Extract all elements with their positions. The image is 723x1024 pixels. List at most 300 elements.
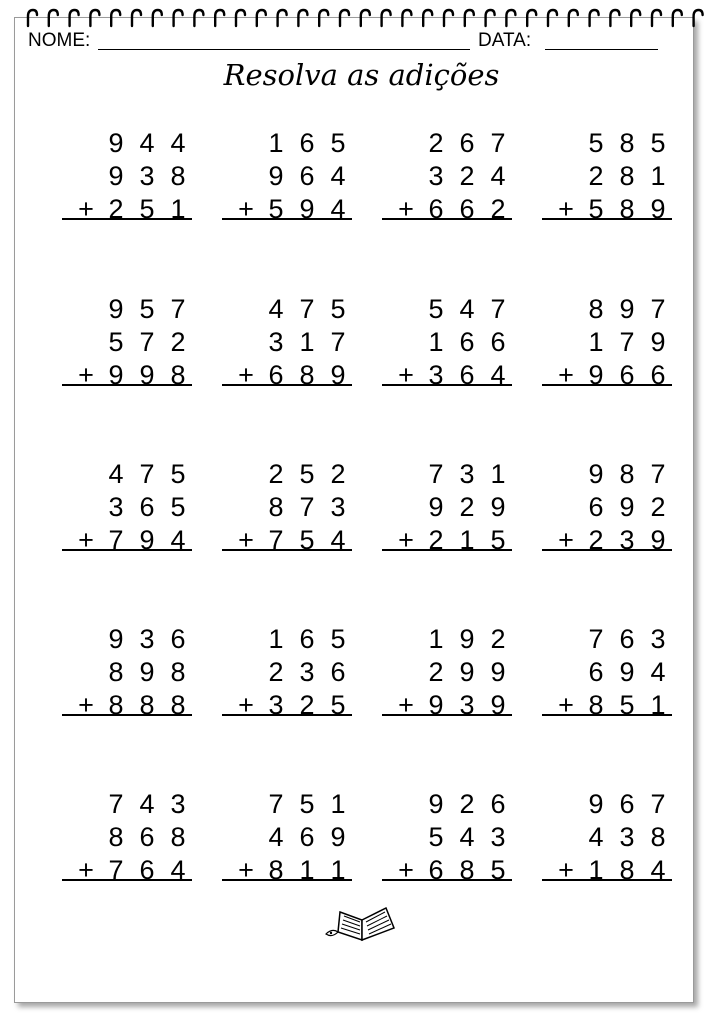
digit: 9 bbox=[588, 360, 604, 390]
addend-2 bbox=[62, 159, 192, 193]
digit: 9 bbox=[108, 624, 124, 654]
digit: 6 bbox=[299, 161, 315, 191]
answer-line[interactable] bbox=[62, 384, 192, 386]
digit: 9 bbox=[330, 360, 346, 390]
digit: 5 bbox=[619, 690, 635, 720]
digit: 5 bbox=[588, 194, 604, 224]
digit: 4 bbox=[170, 128, 186, 158]
plus-sign: + bbox=[78, 194, 94, 224]
digit: 9 bbox=[108, 161, 124, 191]
digit: 9 bbox=[490, 690, 506, 720]
digit: 2 bbox=[459, 161, 475, 191]
digit: 1 bbox=[299, 327, 315, 357]
plus-sign: + bbox=[238, 525, 254, 555]
digit: 7 bbox=[108, 855, 124, 885]
digit: 9 bbox=[108, 294, 124, 324]
digit: 7 bbox=[170, 294, 186, 324]
digit: 5 bbox=[330, 690, 346, 720]
digit: 8 bbox=[619, 128, 635, 158]
digit: 7 bbox=[619, 327, 635, 357]
digit: 2 bbox=[459, 789, 475, 819]
digit: 4 bbox=[490, 360, 506, 390]
digit: 6 bbox=[588, 492, 604, 522]
digit: 3 bbox=[459, 459, 475, 489]
addend-3 bbox=[62, 192, 192, 226]
digit: 9 bbox=[139, 360, 155, 390]
answer-line[interactable] bbox=[222, 714, 352, 716]
addend-1 bbox=[542, 622, 672, 656]
digit: 2 bbox=[650, 492, 666, 522]
addition-problem bbox=[222, 787, 352, 887]
digit: 9 bbox=[490, 657, 506, 687]
addend-1 bbox=[62, 292, 192, 326]
digit: 5 bbox=[330, 624, 346, 654]
digit: 6 bbox=[490, 789, 506, 819]
digit: 8 bbox=[619, 161, 635, 191]
digit: 5 bbox=[170, 459, 186, 489]
plus-sign: + bbox=[398, 525, 414, 555]
answer-line[interactable] bbox=[222, 384, 352, 386]
answer-line[interactable] bbox=[382, 549, 512, 551]
digit: 6 bbox=[299, 822, 315, 852]
digit: 1 bbox=[268, 128, 284, 158]
digit: 6 bbox=[428, 194, 444, 224]
digit: 5 bbox=[139, 194, 155, 224]
digit: 7 bbox=[268, 525, 284, 555]
addition-problem bbox=[382, 126, 512, 226]
digit: 9 bbox=[619, 294, 635, 324]
digit: 4 bbox=[268, 294, 284, 324]
digit: 6 bbox=[459, 327, 475, 357]
digit: 6 bbox=[170, 624, 186, 654]
addition-problem bbox=[542, 457, 672, 557]
addend-3 bbox=[382, 358, 512, 392]
digit: 3 bbox=[108, 492, 124, 522]
digit: 6 bbox=[650, 360, 666, 390]
answer-line[interactable] bbox=[62, 714, 192, 716]
digit: 8 bbox=[650, 822, 666, 852]
digit: 6 bbox=[459, 194, 475, 224]
addend-3 bbox=[222, 192, 352, 226]
addend-1 bbox=[542, 126, 672, 160]
digit: 7 bbox=[299, 294, 315, 324]
addend-3 bbox=[222, 523, 352, 557]
plus-sign: + bbox=[558, 525, 574, 555]
addend-1 bbox=[222, 457, 352, 491]
plus-sign: + bbox=[238, 855, 254, 885]
digit: 6 bbox=[428, 855, 444, 885]
plus-sign: + bbox=[558, 360, 574, 390]
digit: 2 bbox=[428, 128, 444, 158]
plus-sign: + bbox=[558, 855, 574, 885]
digit: 3 bbox=[139, 624, 155, 654]
digit: 4 bbox=[459, 822, 475, 852]
addition-problem bbox=[222, 292, 352, 392]
digit: 9 bbox=[330, 822, 346, 852]
digit: 7 bbox=[650, 789, 666, 819]
addend-1 bbox=[542, 292, 672, 326]
addition-problem bbox=[222, 457, 352, 557]
digit: 4 bbox=[459, 294, 475, 324]
addend-1 bbox=[382, 622, 512, 656]
digit: 2 bbox=[490, 624, 506, 654]
addition-problem bbox=[62, 126, 192, 226]
addition-problem bbox=[62, 292, 192, 392]
digit: 9 bbox=[108, 128, 124, 158]
addend-2 bbox=[382, 820, 512, 854]
addend-2 bbox=[382, 159, 512, 193]
addend-3 bbox=[382, 192, 512, 226]
addend-2 bbox=[62, 655, 192, 689]
digit: 9 bbox=[139, 657, 155, 687]
answer-line[interactable] bbox=[542, 218, 672, 220]
addend-1 bbox=[62, 787, 192, 821]
addend-3 bbox=[62, 688, 192, 722]
addend-1 bbox=[542, 457, 672, 491]
digit: 9 bbox=[619, 657, 635, 687]
addend-2 bbox=[62, 325, 192, 359]
digit: 7 bbox=[139, 459, 155, 489]
digit: 8 bbox=[588, 294, 604, 324]
digit: 3 bbox=[268, 327, 284, 357]
addend-3 bbox=[542, 523, 672, 557]
digit: 4 bbox=[330, 194, 346, 224]
addition-problem bbox=[542, 126, 672, 226]
addend-2 bbox=[62, 820, 192, 854]
digit: 6 bbox=[459, 128, 475, 158]
digit: 3 bbox=[459, 690, 475, 720]
answer-line[interactable] bbox=[542, 879, 672, 881]
digit: 8 bbox=[619, 194, 635, 224]
addition-problem bbox=[382, 457, 512, 557]
name-label: NOME: bbox=[28, 30, 91, 51]
digit: 8 bbox=[619, 459, 635, 489]
answer-line[interactable] bbox=[222, 549, 352, 551]
addend-3 bbox=[542, 853, 672, 887]
addition-problem bbox=[542, 787, 672, 887]
answer-line[interactable] bbox=[62, 549, 192, 551]
addend-1 bbox=[382, 457, 512, 491]
digit: 8 bbox=[170, 690, 186, 720]
addend-3 bbox=[62, 853, 192, 887]
digit: 1 bbox=[428, 327, 444, 357]
digit: 3 bbox=[428, 360, 444, 390]
digit: 9 bbox=[619, 492, 635, 522]
addend-2 bbox=[542, 655, 672, 689]
digit: 6 bbox=[299, 624, 315, 654]
addition-problem bbox=[222, 622, 352, 722]
digit: 2 bbox=[490, 194, 506, 224]
digit: 2 bbox=[428, 525, 444, 555]
plus-sign: + bbox=[398, 194, 414, 224]
digit: 5 bbox=[490, 525, 506, 555]
plus-sign: + bbox=[238, 194, 254, 224]
digit: 5 bbox=[170, 492, 186, 522]
digit: 8 bbox=[108, 657, 124, 687]
addend-1 bbox=[382, 126, 512, 160]
answer-line[interactable] bbox=[382, 879, 512, 881]
plus-sign: + bbox=[398, 360, 414, 390]
digit: 6 bbox=[299, 128, 315, 158]
digit: 6 bbox=[268, 360, 284, 390]
digit: 6 bbox=[490, 327, 506, 357]
digit: 1 bbox=[428, 624, 444, 654]
digit: 6 bbox=[139, 492, 155, 522]
answer-line[interactable] bbox=[542, 384, 672, 386]
digit: 5 bbox=[330, 294, 346, 324]
page-title: Resolva as adições bbox=[223, 58, 500, 92]
digit: 2 bbox=[299, 690, 315, 720]
digit: 8 bbox=[170, 822, 186, 852]
addition-problem bbox=[542, 622, 672, 722]
addition-problem bbox=[382, 292, 512, 392]
digit: 9 bbox=[428, 789, 444, 819]
digit: 8 bbox=[108, 690, 124, 720]
addend-3 bbox=[382, 523, 512, 557]
plus-sign: + bbox=[398, 855, 414, 885]
digit: 7 bbox=[108, 789, 124, 819]
digit: 2 bbox=[268, 657, 284, 687]
digit: 1 bbox=[330, 855, 346, 885]
digit: 8 bbox=[268, 492, 284, 522]
addend-3 bbox=[542, 358, 672, 392]
digit: 6 bbox=[139, 855, 155, 885]
open-book-icon bbox=[322, 900, 402, 946]
addend-2 bbox=[222, 490, 352, 524]
digit: 7 bbox=[139, 327, 155, 357]
digit: 9 bbox=[650, 525, 666, 555]
plus-sign: + bbox=[78, 855, 94, 885]
digit: 7 bbox=[299, 492, 315, 522]
digit: 8 bbox=[170, 360, 186, 390]
answer-line[interactable] bbox=[222, 879, 352, 881]
addend-2 bbox=[222, 820, 352, 854]
digit: 7 bbox=[428, 459, 444, 489]
digit: 4 bbox=[490, 161, 506, 191]
digit: 6 bbox=[330, 657, 346, 687]
digit: 2 bbox=[428, 657, 444, 687]
digit: 7 bbox=[650, 294, 666, 324]
addend-2 bbox=[222, 159, 352, 193]
addend-1 bbox=[222, 126, 352, 160]
digit: 3 bbox=[139, 161, 155, 191]
addend-1 bbox=[62, 126, 192, 160]
digit: 9 bbox=[139, 525, 155, 555]
digit: 8 bbox=[299, 360, 315, 390]
digit: 7 bbox=[588, 624, 604, 654]
digit: 1 bbox=[268, 624, 284, 654]
digit: 9 bbox=[428, 492, 444, 522]
addition-problem bbox=[62, 787, 192, 887]
digit: 5 bbox=[299, 525, 315, 555]
digit: 6 bbox=[619, 624, 635, 654]
answer-line[interactable] bbox=[542, 714, 672, 716]
digit: 5 bbox=[428, 294, 444, 324]
answer-line[interactable] bbox=[62, 218, 192, 220]
digit: 2 bbox=[330, 459, 346, 489]
answer-line[interactable] bbox=[382, 714, 512, 716]
digit: 9 bbox=[650, 194, 666, 224]
digit: 5 bbox=[268, 194, 284, 224]
digit: 3 bbox=[428, 161, 444, 191]
digit: 9 bbox=[428, 690, 444, 720]
digit: 4 bbox=[588, 822, 604, 852]
digit: 6 bbox=[619, 789, 635, 819]
addend-2 bbox=[542, 159, 672, 193]
digit: 2 bbox=[588, 161, 604, 191]
addend-2 bbox=[382, 655, 512, 689]
digit: 2 bbox=[268, 459, 284, 489]
plus-sign: + bbox=[558, 194, 574, 224]
plus-sign: + bbox=[398, 690, 414, 720]
digit: 1 bbox=[650, 690, 666, 720]
addition-problem bbox=[542, 292, 672, 392]
digit: 9 bbox=[650, 327, 666, 357]
digit: 9 bbox=[108, 360, 124, 390]
digit: 2 bbox=[108, 194, 124, 224]
plus-sign: + bbox=[238, 690, 254, 720]
digit: 5 bbox=[108, 327, 124, 357]
answer-line[interactable] bbox=[542, 549, 672, 551]
answer-line[interactable] bbox=[62, 879, 192, 881]
addend-3 bbox=[222, 688, 352, 722]
plus-sign: + bbox=[78, 690, 94, 720]
digit: 7 bbox=[108, 525, 124, 555]
digit: 8 bbox=[170, 161, 186, 191]
addend-1 bbox=[222, 787, 352, 821]
digit: 6 bbox=[139, 822, 155, 852]
addend-3 bbox=[542, 688, 672, 722]
answer-line[interactable] bbox=[222, 218, 352, 220]
digit: 5 bbox=[299, 459, 315, 489]
digit: 4 bbox=[139, 789, 155, 819]
digit: 3 bbox=[170, 789, 186, 819]
digit: 6 bbox=[619, 360, 635, 390]
digit: 1 bbox=[650, 161, 666, 191]
digit: 1 bbox=[459, 525, 475, 555]
digit: 4 bbox=[330, 525, 346, 555]
digit: 4 bbox=[170, 525, 186, 555]
digit: 3 bbox=[490, 822, 506, 852]
addend-1 bbox=[382, 292, 512, 326]
digit: 3 bbox=[268, 690, 284, 720]
answer-line[interactable] bbox=[382, 384, 512, 386]
digit: 2 bbox=[170, 327, 186, 357]
addend-1 bbox=[62, 622, 192, 656]
digit: 4 bbox=[170, 855, 186, 885]
digit: 4 bbox=[108, 459, 124, 489]
addend-3 bbox=[382, 688, 512, 722]
digit: 1 bbox=[588, 855, 604, 885]
digit: 9 bbox=[490, 492, 506, 522]
plus-sign: + bbox=[78, 360, 94, 390]
addend-3 bbox=[62, 523, 192, 557]
digit: 1 bbox=[490, 459, 506, 489]
addend-3 bbox=[382, 853, 512, 887]
addend-2 bbox=[222, 655, 352, 689]
addend-3 bbox=[542, 192, 672, 226]
digit: 9 bbox=[459, 657, 475, 687]
digit: 6 bbox=[459, 360, 475, 390]
digit: 7 bbox=[490, 294, 506, 324]
digit: 5 bbox=[299, 789, 315, 819]
digit: 1 bbox=[588, 327, 604, 357]
addition-problem bbox=[62, 457, 192, 557]
addition-problem bbox=[222, 126, 352, 226]
addition-problem bbox=[382, 622, 512, 722]
plus-sign: + bbox=[78, 525, 94, 555]
digit: 4 bbox=[268, 822, 284, 852]
digit: 3 bbox=[330, 492, 346, 522]
digit: 4 bbox=[139, 128, 155, 158]
addition-problem bbox=[382, 787, 512, 887]
addition-problem bbox=[62, 622, 192, 722]
addend-2 bbox=[382, 490, 512, 524]
digit: 8 bbox=[619, 855, 635, 885]
addend-2 bbox=[542, 820, 672, 854]
addend-2 bbox=[542, 490, 672, 524]
digit: 8 bbox=[268, 855, 284, 885]
addend-1 bbox=[542, 787, 672, 821]
digit: 9 bbox=[588, 459, 604, 489]
answer-line[interactable] bbox=[382, 218, 512, 220]
digit: 3 bbox=[299, 657, 315, 687]
digit: 8 bbox=[170, 657, 186, 687]
digit: 4 bbox=[330, 161, 346, 191]
digit: 9 bbox=[299, 194, 315, 224]
addend-2 bbox=[62, 490, 192, 524]
addend-3 bbox=[62, 358, 192, 392]
digit: 3 bbox=[619, 822, 635, 852]
digit: 1 bbox=[170, 194, 186, 224]
addend-2 bbox=[382, 325, 512, 359]
addend-2 bbox=[222, 325, 352, 359]
digit: 2 bbox=[459, 492, 475, 522]
digit: 5 bbox=[428, 822, 444, 852]
digit: 5 bbox=[588, 128, 604, 158]
digit: 5 bbox=[139, 294, 155, 324]
digit: 9 bbox=[268, 161, 284, 191]
addend-3 bbox=[222, 358, 352, 392]
digit: 9 bbox=[588, 789, 604, 819]
digit: 1 bbox=[330, 789, 346, 819]
digit: 2 bbox=[588, 525, 604, 555]
digit: 5 bbox=[330, 128, 346, 158]
digit: 7 bbox=[490, 128, 506, 158]
digit: 5 bbox=[490, 855, 506, 885]
digit: 5 bbox=[650, 128, 666, 158]
digit: 8 bbox=[459, 855, 475, 885]
digit: 7 bbox=[650, 459, 666, 489]
digit: 9 bbox=[459, 624, 475, 654]
digit: 8 bbox=[139, 690, 155, 720]
plus-sign: + bbox=[558, 690, 574, 720]
addend-3 bbox=[222, 853, 352, 887]
addend-1 bbox=[62, 457, 192, 491]
addend-1 bbox=[222, 622, 352, 656]
digit: 4 bbox=[650, 855, 666, 885]
addend-1 bbox=[382, 787, 512, 821]
digit: 3 bbox=[619, 525, 635, 555]
digit: 8 bbox=[588, 690, 604, 720]
digit: 4 bbox=[650, 657, 666, 687]
digit: 6 bbox=[588, 657, 604, 687]
digit: 7 bbox=[330, 327, 346, 357]
date-label: DATA: bbox=[478, 30, 532, 51]
digit: 1 bbox=[299, 855, 315, 885]
addend-1 bbox=[222, 292, 352, 326]
addend-2 bbox=[542, 325, 672, 359]
